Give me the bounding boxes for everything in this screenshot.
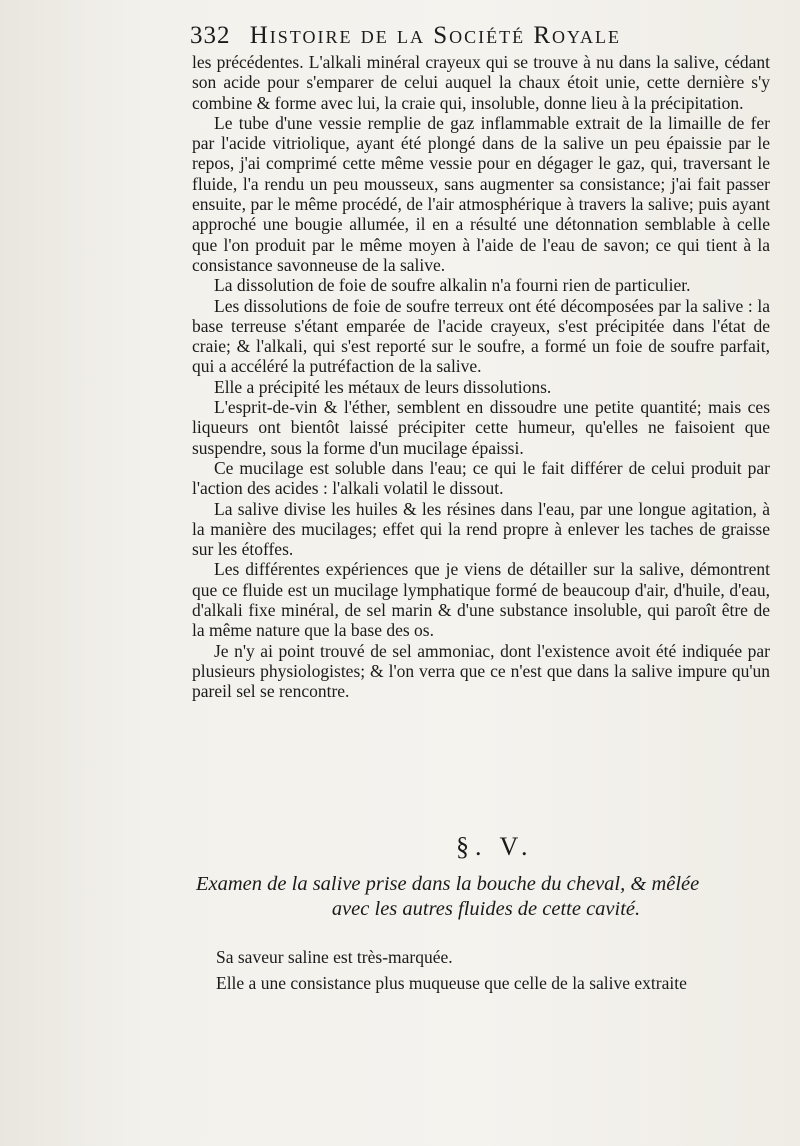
paragraph: Les dissolutions de foie de soufre terreux ont été décomposées par la salive : la base terreuse s'étant emparée de l'acide crayeux, s'est précipitée dans l'état de craie; & l'alkali, qui s'est reporté sur le soufre, a formé un foie de soufre parfait, qui a accéléré la putréfaction de la salive.: [192, 295, 770, 377]
paragraph: Elle a précipité les métaux de leurs dissolutions.: [214, 376, 552, 397]
running-title: Histoire de la Société Royale: [249, 22, 622, 49]
paragraph: Ce mucilage est soluble dans l'eau; ce qui le fait différer de celui produit par l'action des acides : l'alkali volatil le dissout.: [192, 457, 770, 499]
running-header: [190, 22, 770, 56]
paragraph: La dissolution de foie de soufre alkalin n'a fourni rien de particulier.: [214, 275, 691, 296]
section-title-line-2: avec les autres fluides de cette cavité.: [331, 898, 641, 920]
paragraph: Les différentes expériences que je viens de détailler sur la salive, démontrent que ce fluide est un mucilage lymphatique formé de beaucoup d'air, d'huile, d'eau, d'alkali fixe minéral, de sel marin & d'une substance insoluble, qui paroît être de la même nature que la base des os.: [192, 559, 770, 641]
section-title: [196, 872, 776, 922]
paragraph: Sa saveur saline est très-marquée.: [216, 947, 453, 967]
body-text: [192, 52, 770, 702]
paragraph: Je n'y ai point trouvé de sel ammoniac, dont l'existence avoit été indiquée par plusieurs physiologistes; & l'on verra que ce n'est que dans la salive impure qu'un pareil sel se rencontre.: [192, 640, 770, 702]
paragraph: les précédentes. L'alkali minéral crayeux qui se trouve à nu dans la salive, cédant son acide pour s'emparer de celui auquel la chaux étoit unie, cette dernière s'y combine & forme avec lui, la craie qui, insoluble, donne lieu à la précipitation.: [192, 52, 770, 113]
paragraph: Le tube d'une vessie remplie de gaz inflammable extrait de la limaille de fer par l'acide vitriolique, ayant été plongé dans de la salive un peu épaissie par le repos, j'ai comprimé cette même vessie pour en dégager le gaz, qui, traversant le fluide, l'a rendu un peu mousseux, sans augmenter sa consistance; j'ai fait passer ensuite, par le même procédé, de l'air atmosphérique à travers la salive; puis ayant approché une bougie allumée, il en a résulté une détonnation semblable à celle que l'on produit par le même moyen à l'aide de l'eau de savon; ce qui tient à la consistance savonneuse de la salive.: [192, 112, 770, 275]
paragraph: La salive divise les huiles & les résines dans l'eau, par une longue agitation, à la manière des mucilages; effet qui la rend propre à enlever les taches de graisse sur les étoffes.: [192, 498, 770, 560]
page-number: 332: [190, 22, 231, 49]
paragraph: Elle a une consistance plus muqueuse que celle de la salive extraite: [216, 973, 687, 993]
section-number: §. V.: [456, 832, 534, 861]
section-body: [194, 944, 774, 996]
paragraph: L'esprit-de-vin & l'éther, semblent en dissoudre une petite quantité; mais ces liqueurs ont bientôt laissé précipiter cette humeur, qu'elles ne faisoient que suspendre, sous la forme d'un mucilage épaissi.: [192, 397, 770, 458]
section-title-line-1: Examen de la salive prise dans la bouche du cheval, & mêlée: [196, 873, 700, 895]
